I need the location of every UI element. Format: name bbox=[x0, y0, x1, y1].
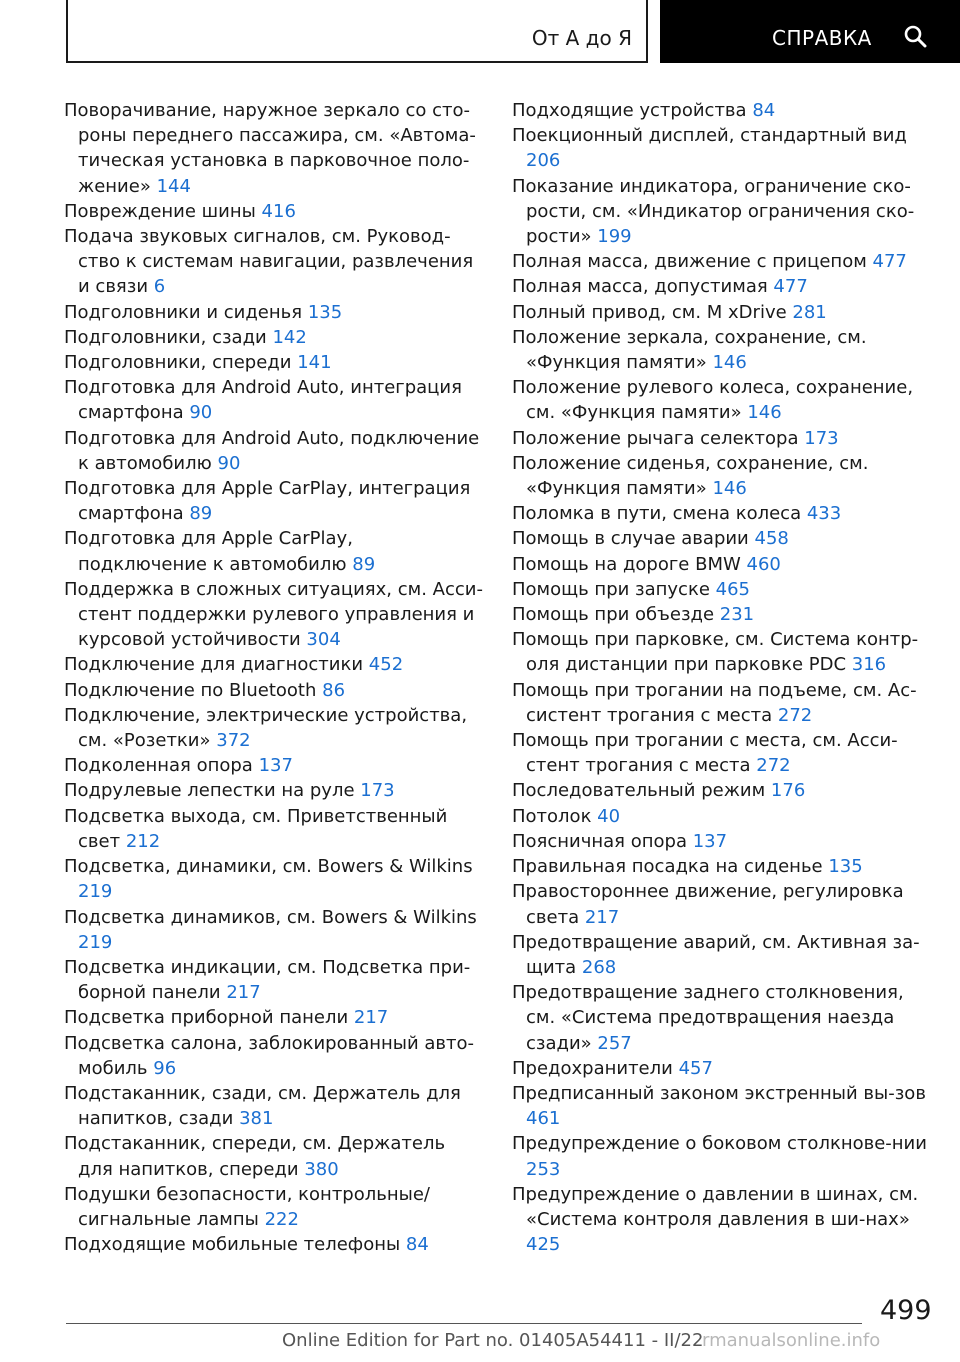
index-entry bbox=[512, 375, 932, 425]
index-entry bbox=[512, 123, 932, 173]
index-entry-text: Предупреждение о давлении в шинах, см. «Система контроля давления в ши-нах» bbox=[512, 1183, 919, 1230]
reference-title: СПРАВКА bbox=[772, 26, 872, 50]
page-reference-link[interactable]: 465 bbox=[715, 578, 750, 600]
index-entry bbox=[512, 728, 932, 778]
index-entry-text: Подключение по Bluetooth bbox=[64, 679, 317, 701]
page-reference-link[interactable]: 458 bbox=[754, 528, 789, 550]
index-entry-text: Подключение для диагностики bbox=[64, 654, 364, 676]
page-reference-link[interactable]: 96 bbox=[153, 1057, 177, 1079]
index-entry-text: Поломка в пути, смена колеса bbox=[512, 503, 802, 525]
index-entry bbox=[512, 98, 932, 123]
page-reference-link[interactable]: 219 bbox=[78, 881, 113, 903]
index-entry-text: Потолок bbox=[512, 805, 592, 827]
index-entry bbox=[512, 577, 932, 602]
index-entry-text: Подсветка динамиков, см. Bowers & Wilkins bbox=[64, 906, 477, 928]
index-entry-text: Помощь при трогании на подъеме, см. Ас-систент трогания с места bbox=[512, 679, 917, 726]
index-entry bbox=[64, 199, 484, 224]
index-entry-text: Подготовка для Android Auto, подключение к автомобилю bbox=[64, 427, 480, 474]
index-entry bbox=[512, 249, 932, 274]
index-entry bbox=[512, 1182, 932, 1258]
index-entry-text: Подача звуковых сигналов, см. Руковод-ство к системам навигации, развлечения и связи bbox=[64, 226, 474, 298]
page-reference-link[interactable]: 89 bbox=[189, 503, 213, 525]
index-entry-text: Поясничная опора bbox=[512, 830, 687, 852]
index-entry-text: Полная масса, движение с прицепом bbox=[512, 251, 867, 273]
index-entry bbox=[512, 174, 932, 250]
page-reference-link[interactable]: 253 bbox=[526, 1158, 561, 1180]
page-reference-link[interactable]: 272 bbox=[777, 704, 813, 726]
page-reference-link[interactable]: 281 bbox=[792, 301, 827, 323]
search-icon[interactable] bbox=[903, 24, 927, 52]
index-entry bbox=[512, 678, 932, 728]
index-entry bbox=[64, 703, 484, 753]
index-entry bbox=[512, 300, 932, 325]
index-entry-text: Подсветка индикации, см. Подсветка при-борной панели bbox=[64, 956, 471, 1004]
page-reference-link[interactable]: 452 bbox=[368, 654, 404, 676]
index-entry bbox=[512, 426, 932, 451]
index-entry-text: Подголовники, спереди bbox=[64, 352, 292, 374]
index-entry-text: Подключение, электрические устройства, см. «Розетки» bbox=[64, 704, 468, 752]
index-entry-text: Подходящие устройства bbox=[512, 100, 747, 121]
page-reference-link[interactable]: 416 bbox=[261, 200, 296, 222]
page-reference-link[interactable]: 206 bbox=[526, 150, 561, 172]
page-reference-link[interactable]: 222 bbox=[264, 1208, 299, 1230]
page-reference-link[interactable]: 173 bbox=[804, 427, 839, 449]
page-reference-link[interactable]: 219 bbox=[78, 931, 113, 953]
index-entry-text: Предупреждение о боковом столкнове-нии bbox=[512, 1133, 927, 1155]
page-reference-link[interactable]: 457 bbox=[678, 1057, 713, 1079]
index-entry-text: Подколенная опора bbox=[64, 755, 253, 777]
page-reference-link[interactable]: 460 bbox=[746, 553, 781, 575]
page-reference-link[interactable]: 272 bbox=[756, 755, 791, 777]
index-entry-text: Предотвращение аварий, см. Активная за-щита bbox=[512, 931, 920, 978]
page-reference-link[interactable]: 40 bbox=[597, 805, 621, 827]
index-entry bbox=[64, 1081, 484, 1131]
page-reference-link[interactable]: 146 bbox=[747, 402, 782, 424]
index-entry-text: Поекционный дисплей, стандартный вид bbox=[512, 125, 907, 147]
page-reference-link[interactable]: 173 bbox=[360, 780, 395, 802]
page-reference-link[interactable]: 231 bbox=[719, 604, 755, 626]
index-entry-text: Подготовка для Apple CarPlay, подключение к автомобилю bbox=[64, 528, 353, 575]
index-entry bbox=[64, 577, 484, 653]
page-reference-link[interactable]: 316 bbox=[851, 654, 887, 676]
page-reference-link[interactable]: 217 bbox=[584, 906, 620, 928]
index-entry bbox=[512, 1056, 932, 1081]
page-reference-link[interactable]: 477 bbox=[773, 276, 808, 298]
index-entry-text: Правильная посадка на сиденье bbox=[512, 856, 823, 878]
index-entry bbox=[512, 879, 932, 929]
index-entry-text: Предотвращение заднего столкновения, см. «Система предотвращения наезда сзади» bbox=[512, 982, 904, 1054]
index-entry-text: Правостороннее движение, регулировка света bbox=[512, 881, 904, 928]
page-number: 499 bbox=[880, 1295, 932, 1326]
index-entry-text: Подстаканник, сзади, см. Держатель для напитков, сзади bbox=[64, 1082, 461, 1130]
page-reference-link[interactable]: 146 bbox=[712, 352, 747, 374]
index-column-left bbox=[64, 98, 484, 1257]
page-reference-link[interactable]: 84 bbox=[405, 1234, 429, 1256]
index-entry bbox=[64, 905, 484, 955]
index-entry-text: Предписанный законом экстренный вы-зов bbox=[512, 1082, 926, 1104]
index-entry bbox=[512, 627, 932, 677]
page-reference-link[interactable]: 461 bbox=[526, 1108, 561, 1130]
page-reference-link[interactable]: 176 bbox=[770, 780, 806, 802]
index-entry-text: Помощь при объезде bbox=[512, 604, 715, 626]
page-reference-link[interactable]: 212 bbox=[125, 830, 161, 852]
index-entry bbox=[64, 652, 484, 677]
index-entry bbox=[64, 375, 484, 425]
index-entry-text: Подстаканник, спереди, см. Держатель для напитков, спереди bbox=[64, 1133, 446, 1180]
index-entry bbox=[64, 300, 484, 325]
index-entry-text: Подушки безопасности, контрольные/ сигнальные лампы bbox=[64, 1183, 430, 1230]
watermark: rmanualsonline.info bbox=[702, 1330, 881, 1351]
index-entry bbox=[64, 1131, 484, 1181]
page-reference-link[interactable]: 425 bbox=[526, 1234, 561, 1256]
index-entry-text: Показание индикатора, ограничение ско-рости, см. «Индикатор ограничения ско-рости» bbox=[512, 175, 915, 248]
page-reference-link[interactable]: 141 bbox=[297, 352, 332, 374]
page-reference-link[interactable]: 137 bbox=[258, 755, 293, 777]
page-reference-link[interactable]: 380 bbox=[304, 1158, 339, 1180]
index-entry bbox=[64, 476, 484, 526]
index-entry-text: Повреждение шины bbox=[64, 200, 256, 222]
index-entry bbox=[512, 804, 932, 829]
page-reference-link[interactable]: 137 bbox=[692, 830, 728, 852]
index-entry bbox=[512, 980, 932, 1056]
page-reference-link[interactable]: 6 bbox=[153, 276, 166, 298]
page-reference-link[interactable]: 146 bbox=[712, 478, 747, 500]
page-reference-link[interactable]: 135 bbox=[828, 856, 863, 878]
index-entry-text: Положение зеркала, сохранение, см. «Функция памяти» bbox=[512, 326, 867, 374]
index-entry-text: Поворачивание, наружное зеркало со сто-роны переднего пассажира, см. «Автома-тическая установка в парковочное поло-жение» bbox=[64, 100, 476, 197]
page-reference-link[interactable]: 84 bbox=[752, 100, 776, 121]
index-entry bbox=[64, 1031, 484, 1081]
index-entry bbox=[64, 854, 484, 904]
header-reference-tab[interactable] bbox=[660, 0, 960, 63]
header-section-tab bbox=[66, 0, 648, 63]
index-entry bbox=[64, 1182, 484, 1232]
index-entry bbox=[64, 753, 484, 778]
index-entry bbox=[64, 224, 484, 300]
index-entry-text: Предохранители bbox=[512, 1057, 673, 1079]
page-reference-link[interactable]: 199 bbox=[597, 226, 632, 248]
page-reference-link[interactable]: 433 bbox=[806, 503, 842, 525]
index-entry-text: Подготовка для Apple CarPlay, интеграция смартфона bbox=[64, 478, 471, 525]
index-entry bbox=[512, 1081, 932, 1131]
index-entry-text: Положение сиденья, сохранение, см. «Функция памяти» bbox=[512, 452, 869, 500]
index-entry-text: Помощь в случае аварии bbox=[512, 528, 749, 550]
index-entry bbox=[512, 778, 932, 803]
index-entry-text: Подсветка салона, заблокированный авто-мобиль bbox=[64, 1032, 475, 1079]
index-entry bbox=[64, 526, 484, 576]
index-entry-text: Подсветка выхода, см. Приветственный свет bbox=[64, 805, 448, 852]
index-entry bbox=[64, 778, 484, 803]
index-entry bbox=[64, 426, 484, 476]
index-entry bbox=[512, 930, 932, 980]
index-entry-text: Подходящие мобильные телефоны bbox=[64, 1234, 401, 1256]
index-entry bbox=[64, 98, 484, 199]
index-entry-text: Подрулевые лепестки на руле bbox=[64, 780, 355, 802]
page-reference-link[interactable]: 135 bbox=[307, 301, 343, 323]
page-reference-link[interactable]: 257 bbox=[597, 1032, 632, 1054]
index-entry bbox=[64, 955, 484, 1005]
index-entry bbox=[64, 678, 484, 703]
index-entry-text: Помощь при трогании с места, см. Асси-стент трогания с места bbox=[512, 730, 898, 777]
index-entry bbox=[64, 804, 484, 854]
page-reference-link[interactable]: 90 bbox=[189, 402, 213, 424]
index-entry-text: Помощь при запуске bbox=[512, 578, 710, 600]
page-reference-link[interactable]: 372 bbox=[216, 730, 251, 752]
index-entry-text: Подсветка, динамики, см. Bowers & Wilkins bbox=[64, 856, 473, 878]
index-entry bbox=[64, 1232, 484, 1257]
page-reference-link[interactable]: 144 bbox=[156, 175, 191, 197]
index-entry-text: Последовательный режим bbox=[512, 780, 766, 802]
index-entry-text: Подготовка для Android Auto, интеграция смартфона bbox=[64, 377, 462, 424]
index-entry bbox=[64, 1005, 484, 1030]
page-reference-link[interactable]: 217 bbox=[353, 1007, 389, 1029]
page-reference-link[interactable]: 268 bbox=[581, 956, 617, 978]
section-title: От А до Я bbox=[531, 26, 632, 50]
index-entry-text: Полный привод, см. M xDrive bbox=[512, 301, 787, 323]
index-entry-text: Подголовники и сиденья bbox=[64, 301, 303, 323]
index-entry bbox=[64, 325, 484, 350]
index-entry bbox=[512, 501, 932, 526]
index-entry bbox=[512, 854, 932, 879]
page-reference-link[interactable]: 217 bbox=[226, 982, 261, 1004]
index-entry-text: Положение рулевого колеса, сохранение, см. «Функция памяти» bbox=[512, 377, 914, 424]
index-entry-text: Положение рычага селектора bbox=[512, 427, 799, 449]
index-entry bbox=[512, 451, 932, 501]
page-reference-link[interactable]: 142 bbox=[272, 326, 307, 348]
index-entry bbox=[512, 274, 932, 299]
footer-divider bbox=[66, 1323, 862, 1324]
page-reference-link[interactable]: 89 bbox=[352, 553, 376, 575]
index-entry-text: Поддержка в сложных ситуациях, см. Асси-стент поддержки рулевого управления и курсовой устойчивости bbox=[64, 578, 483, 651]
index-entry bbox=[512, 526, 932, 551]
page-reference-link[interactable]: 86 bbox=[322, 679, 346, 701]
index-column-right bbox=[512, 98, 932, 1257]
page-reference-link[interactable]: 381 bbox=[239, 1108, 274, 1130]
index-entry bbox=[64, 350, 484, 375]
page-reference-link[interactable]: 304 bbox=[306, 629, 341, 651]
footer-edition-text: Online Edition for Part no. 01405A54411 - II/22 bbox=[282, 1330, 704, 1351]
index-entry-text: Подголовники, сзади bbox=[64, 326, 267, 348]
index-entry bbox=[512, 1131, 932, 1181]
index-entry-text: Помощь на дороге BMW bbox=[512, 553, 741, 575]
index-entry bbox=[512, 829, 932, 854]
index-entry-text: Помощь при парковке, см. Система контр-оля дистанции при парковке PDC bbox=[512, 629, 919, 676]
index-entry bbox=[512, 602, 932, 627]
page-reference-link[interactable]: 477 bbox=[872, 251, 907, 273]
index-entry bbox=[512, 325, 932, 375]
index-entry bbox=[512, 552, 932, 577]
index-entry-text: Полная масса, допустимая bbox=[512, 276, 768, 298]
page-reference-link[interactable]: 90 bbox=[217, 452, 241, 474]
index-entry-text: Подсветка приборной панели bbox=[64, 1007, 349, 1029]
